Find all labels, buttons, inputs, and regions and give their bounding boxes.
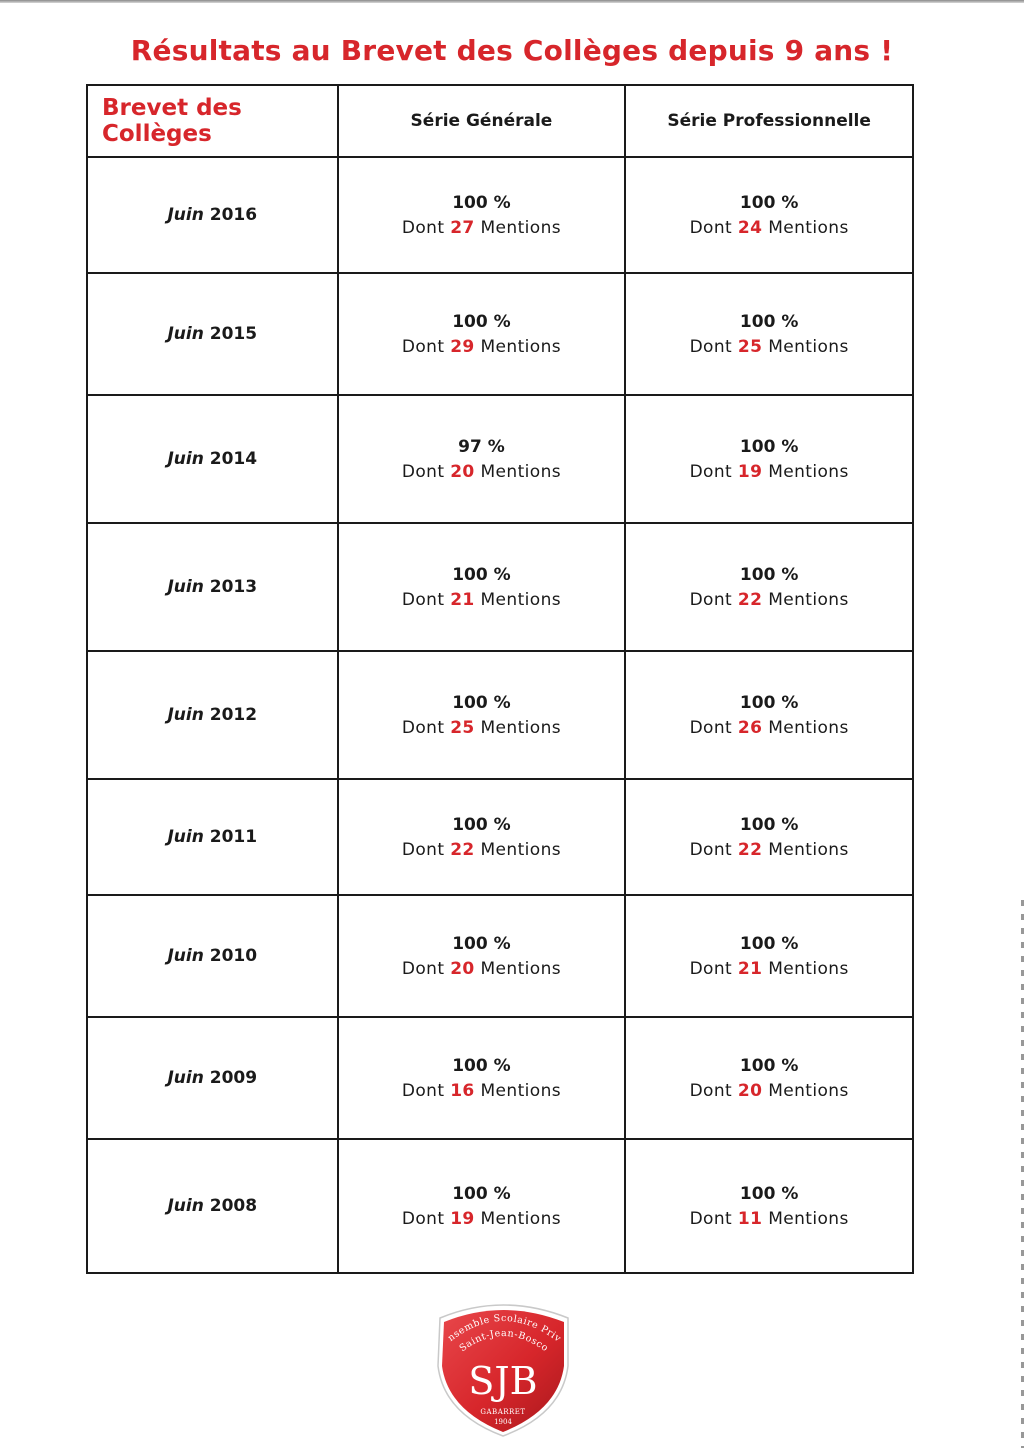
mentions-count: 20: [450, 462, 475, 482]
mentions-line: [626, 588, 912, 613]
month-label: Juin: [167, 1068, 204, 1088]
svg-text:GABARRET: GABARRET: [480, 1408, 526, 1416]
mentions-count: 24: [737, 218, 763, 238]
result-cell-professionnelle: [625, 651, 913, 779]
success-rate: 100 %: [739, 312, 799, 332]
table-row: [87, 895, 913, 1017]
mentions-line: [626, 1207, 912, 1232]
mentions-count: 22: [737, 590, 763, 610]
page-title: Résultats au Brevet des Collèges depuis 9 ans !: [130, 34, 894, 67]
logo-monogram: SJB: [468, 1359, 538, 1403]
result-cell-generale: [338, 273, 626, 395]
mentions-line: [339, 838, 625, 863]
mentions-label: Mentions: [768, 590, 849, 610]
year-label: 2015: [209, 324, 258, 344]
mentions-line: [626, 957, 912, 982]
result-cell-professionnelle: [625, 157, 913, 273]
header-brevet: Brevet des Collèges: [87, 85, 338, 157]
year-label: 2008: [209, 1196, 258, 1216]
mentions-line: [626, 716, 912, 741]
mentions-count: 25: [450, 718, 475, 738]
success-rate: 97 %: [458, 437, 505, 457]
month-label: Juin: [167, 205, 204, 225]
mentions-count: 26: [737, 718, 763, 738]
results-table: [86, 84, 914, 1274]
table-row: [87, 157, 913, 273]
mentions-line: [339, 216, 625, 241]
svg-text:1904: 1904: [494, 1418, 512, 1426]
mentions-count: 25: [737, 337, 763, 357]
mentions-line: [339, 1079, 625, 1104]
mentions-label: Mentions: [480, 462, 562, 482]
month-label: Juin: [167, 1196, 204, 1216]
dont-label: Dont: [689, 337, 733, 357]
mentions-label: Mentions: [768, 718, 849, 738]
mentions-count: 21: [737, 959, 763, 979]
mentions-label: Mentions: [480, 718, 562, 738]
result-cell-professionnelle: [625, 1017, 913, 1139]
school-logo: [432, 1296, 574, 1438]
dont-label: Dont: [689, 959, 733, 979]
table-body: [87, 157, 913, 1273]
success-rate: 100 %: [739, 193, 799, 213]
year-label: 2013: [209, 577, 258, 597]
year-label: 2010: [209, 946, 258, 966]
mentions-line: [339, 1207, 625, 1232]
month-label: Juin: [167, 324, 204, 344]
month-label: Juin: [167, 946, 204, 966]
success-rate: 100 %: [452, 693, 511, 713]
year-label: 2016: [209, 205, 258, 225]
mentions-label: Mentions: [768, 462, 849, 482]
success-rate: 100 %: [452, 934, 511, 954]
mentions-label: Mentions: [768, 840, 849, 860]
year-label: 2009: [209, 1068, 258, 1088]
month-label: Juin: [167, 449, 204, 469]
mentions-label: Mentions: [480, 959, 562, 979]
mentions-label: Mentions: [768, 959, 849, 979]
success-rate: 100 %: [452, 312, 511, 332]
mentions-count: 22: [737, 840, 763, 860]
mentions-label: Mentions: [480, 218, 562, 238]
mentions-line: [339, 588, 625, 613]
mentions-line: [626, 1079, 912, 1104]
mentions-count: 11: [737, 1209, 763, 1229]
result-cell-generale: [338, 395, 626, 523]
table-header-row: [87, 85, 913, 157]
dont-label: Dont: [401, 1081, 445, 1101]
success-rate: 100 %: [739, 1056, 799, 1076]
dont-label: Dont: [401, 718, 445, 738]
top-scan-edge: [0, 0, 1024, 3]
success-rate: 100 %: [452, 1184, 511, 1204]
result-cell-professionnelle: [625, 1139, 913, 1273]
mentions-count: 20: [737, 1081, 763, 1101]
mentions-line: [626, 460, 912, 485]
dont-label: Dont: [689, 1081, 733, 1101]
mentions-label: Mentions: [480, 1209, 562, 1229]
success-rate: 100 %: [739, 565, 799, 585]
svg-text:Saint-Jean-Bosco: Saint-Jean-Bosco: [457, 1327, 551, 1355]
year-cell: [87, 273, 338, 395]
year-cell: [87, 779, 338, 895]
mentions-line: [626, 838, 912, 863]
dont-label: Dont: [401, 462, 445, 482]
result-cell-generale: [338, 1139, 626, 1273]
mentions-label: Mentions: [480, 337, 562, 357]
mentions-line: [339, 716, 625, 741]
mentions-label: Mentions: [480, 840, 562, 860]
success-rate: 100 %: [739, 815, 799, 835]
success-rate: 100 %: [452, 193, 511, 213]
mentions-line: [626, 216, 912, 241]
year-cell: [87, 1017, 338, 1139]
table-row: [87, 523, 913, 651]
mentions-count: 21: [450, 590, 475, 610]
dont-label: Dont: [689, 462, 733, 482]
mentions-count: 19: [737, 462, 763, 482]
result-cell-generale: [338, 523, 626, 651]
success-rate: 100 %: [452, 1056, 511, 1076]
success-rate: 100 %: [452, 565, 511, 585]
dont-label: Dont: [401, 218, 445, 238]
success-rate: 100 %: [739, 1184, 799, 1204]
table-row: [87, 273, 913, 395]
header-serie-professionnelle: Série Professionnelle: [625, 85, 913, 157]
table-row: [87, 651, 913, 779]
mentions-line: [339, 335, 625, 360]
sjb-shield-icon: [432, 1296, 574, 1438]
mentions-count: 20: [450, 959, 475, 979]
year-cell: [87, 157, 338, 273]
result-cell-professionnelle: [625, 273, 913, 395]
mentions-count: 29: [450, 337, 475, 357]
table-row: [87, 1017, 913, 1139]
month-label: Juin: [167, 827, 204, 847]
mentions-label: Mentions: [480, 590, 562, 610]
dont-label: Dont: [689, 840, 733, 860]
dont-label: Dont: [401, 590, 445, 610]
month-label: Juin: [167, 577, 204, 597]
mentions-line: [626, 335, 912, 360]
table-row: [87, 779, 913, 895]
mentions-label: Mentions: [480, 1081, 562, 1101]
result-cell-professionnelle: [625, 395, 913, 523]
success-rate: 100 %: [452, 815, 511, 835]
mentions-count: 19: [450, 1209, 475, 1229]
year-cell: [87, 651, 338, 779]
result-cell-generale: [338, 895, 626, 1017]
mentions-label: Mentions: [768, 337, 849, 357]
year-cell: [87, 395, 338, 523]
dont-label: Dont: [689, 718, 733, 738]
result-cell-professionnelle: [625, 895, 913, 1017]
mentions-label: Mentions: [768, 1209, 849, 1229]
mentions-line: [339, 460, 625, 485]
svg-text:Ensemble Scolaire Privé: nsemble Scolaire Priv: [445, 1312, 564, 1345]
result-cell-professionnelle: [625, 779, 913, 895]
result-cell-generale: [338, 157, 626, 273]
mentions-line: [339, 957, 625, 982]
table-row: [87, 395, 913, 523]
dont-label: Dont: [689, 218, 733, 238]
dont-label: Dont: [401, 1209, 445, 1229]
year-cell: [87, 523, 338, 651]
success-rate: 100 %: [739, 934, 799, 954]
year-cell: [87, 1139, 338, 1273]
dont-label: Dont: [401, 959, 445, 979]
mentions-label: Mentions: [768, 1081, 849, 1101]
dont-label: Dont: [689, 590, 733, 610]
dont-label: Dont: [401, 337, 445, 357]
success-rate: 100 %: [739, 693, 799, 713]
year-label: 2014: [209, 449, 258, 469]
success-rate: 100 %: [739, 437, 799, 457]
mentions-count: 22: [450, 840, 475, 860]
year-cell: [87, 895, 338, 1017]
mentions-count: 16: [450, 1081, 475, 1101]
result-cell-generale: [338, 651, 626, 779]
year-label: 2011: [209, 827, 258, 847]
dont-label: Dont: [689, 1209, 733, 1229]
mentions-count: 27: [450, 218, 475, 238]
result-cell-professionnelle: [625, 523, 913, 651]
month-label: Juin: [167, 705, 204, 725]
result-cell-generale: [338, 779, 626, 895]
mentions-label: Mentions: [768, 218, 849, 238]
table-row: [87, 1139, 913, 1273]
result-cell-generale: [338, 1017, 626, 1139]
header-serie-generale: Série Générale: [338, 85, 626, 157]
dont-label: Dont: [401, 840, 445, 860]
year-label: 2012: [209, 705, 258, 725]
